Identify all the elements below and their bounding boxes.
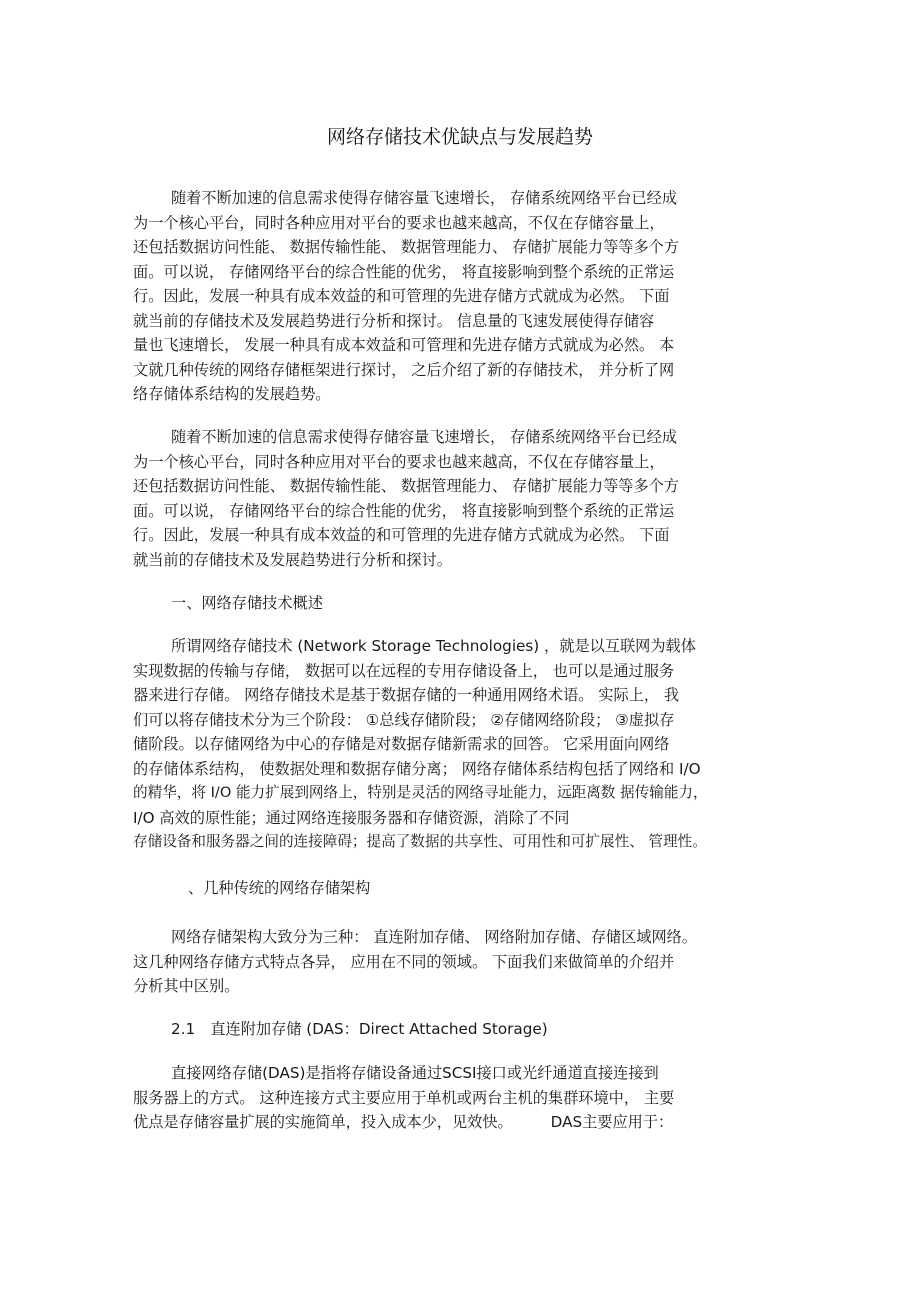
paragraph-line: 服务器上的方式。 这种连接方式主要应用于单机或两台主机的集群环境中， 主要	[133, 1088, 675, 1107]
paragraph-line: 行。因此，发展一种具有成本效益的和可管理的先进存储方式就成为必然。 下面	[133, 526, 670, 544]
paragraph-line: 网络存储架构大致分为三种： 直连附加存储、 网络附加存储、存储区域网络。	[171, 928, 698, 946]
section-heading-text: 2.1 直连附加存储 (DAS：Direct Attached Storage)	[171, 1020, 548, 1038]
paragraph-line: 就当前的存储技术及发展趋势进行分析和探讨。 信息量的飞速发展使得存储容	[133, 311, 655, 330]
paragraph-5	[133, 1061, 793, 1135]
paragraph-line: 所谓网络存储技术 (Network Storage Technologies) ，就是以互联网为载体	[171, 637, 696, 655]
paragraph-line: 器来进行存储。 网络存储技术是基于数据存储的一种通用网络术语。 实际上， 我	[133, 686, 680, 704]
paragraph-2	[133, 425, 793, 572]
paragraph-line: 为一个核心平台，同时各种应用对平台的要求也越来越高，不仅在存储容量上，	[133, 452, 665, 471]
section-heading-2	[133, 876, 793, 901]
paragraph-line: 还包括数据访问性能、 数据传输性能、 数据管理能力、 存储扩展能力等等多个方	[133, 238, 680, 256]
paragraph-line: 分析其中区别。	[133, 977, 240, 995]
paragraph-line: 随着不断加速的信息需求使得存储容量飞速增长， 存储系统网络平台已经成	[171, 428, 678, 446]
paragraph-line: 存储设备和服务器之间的连接障碍；提高了数据的共享性、可用性和可扩展性、 管理性。	[133, 833, 707, 850]
subsection-heading-2-1	[133, 1017, 793, 1042]
paragraph-line: 为一个核心平台，同时各种应用对平台的要求也越来越高，不仅在存储容量上，	[133, 213, 665, 232]
section-heading-1	[133, 591, 793, 616]
paragraph-line: 络存储体系结构的发展趋势。	[133, 385, 331, 403]
paragraph-line: 储阶段。以存储网络为中心的存储是对数据存储新需求的回答。 它采用面向网络	[133, 735, 670, 753]
paragraph-line: 直接网络存储(DAS)是指将存储设备通过SCSI接口或光纤通道直接连接到	[171, 1064, 659, 1082]
paragraph-line: 实现数据的传输与存储， 数据可以在远程的专用存储设备上， 也可以是通过服务	[133, 661, 675, 680]
paragraph-line: 的存储体系结构， 使数据处理和数据存储分离； 网络存储体系结构包括了网络和 I/O	[133, 759, 701, 778]
paragraph-3	[133, 634, 783, 855]
paragraph-line: 们可以将存储技术分为三个阶段： ①总线存储阶段； ②存储网络阶段； ③虚拟存	[133, 710, 675, 729]
section-heading-text: 、几种传统的网络存储架构	[188, 879, 371, 897]
paragraph-line: 行。因此，发展一种具有成本效益的和可管理的先进存储方式就成为必然。 下面	[133, 287, 670, 305]
paragraph-line: 就当前的存储技术及发展趋势进行分析和探讨。	[133, 550, 452, 569]
paragraph-line: 文就几种传统的网络存储框架进行探讨， 之后介绍了新的存储技术， 并分析了网	[133, 360, 675, 379]
paragraph-line: 面。可以说， 存储网络平台的综合性能的优劣， 将直接影响到整个系统的正常运	[133, 501, 675, 520]
paragraph-line: 面。可以说， 存储网络平台的综合性能的优劣， 将直接影响到整个系统的正常运	[133, 262, 675, 281]
paragraph-line: 的精华，将 I/O 能力扩展到网络上，特别是灵活的网络寻址能力，远距离数 据传输能力，	[133, 784, 708, 801]
section-heading-text: 一、网络存储技术概述	[171, 594, 323, 612]
document-title: 网络存储技术优缺点与发展趋势	[326, 126, 593, 148]
paragraph-line: 量也飞速增长， 发展一种具有成本效益和可管理和先进存储方式就成为必然。 本	[133, 336, 675, 354]
paragraph-line: I/O 高效的原性能；通过网络连接服务器和存储资源，消除了不同	[133, 808, 570, 827]
paragraph-line: 随着不断加速的信息需求使得存储容量飞速增长， 存储系统网络平台已经成	[171, 189, 678, 207]
paragraph-line: 优点是存储容量扩展的实施简单，投入成本少，见效快。 DAS主要应用于：	[133, 1113, 674, 1131]
paragraph-4	[133, 925, 793, 999]
paragraph-1	[133, 186, 793, 407]
paragraph-line: 这几种网络存储方式特点各异， 应用在不同的领域。 下面我们来做简单的介绍并	[133, 952, 675, 971]
paragraph-line: 还包括数据访问性能、 数据传输性能、 数据管理能力、 存储扩展能力等等多个方	[133, 477, 680, 495]
